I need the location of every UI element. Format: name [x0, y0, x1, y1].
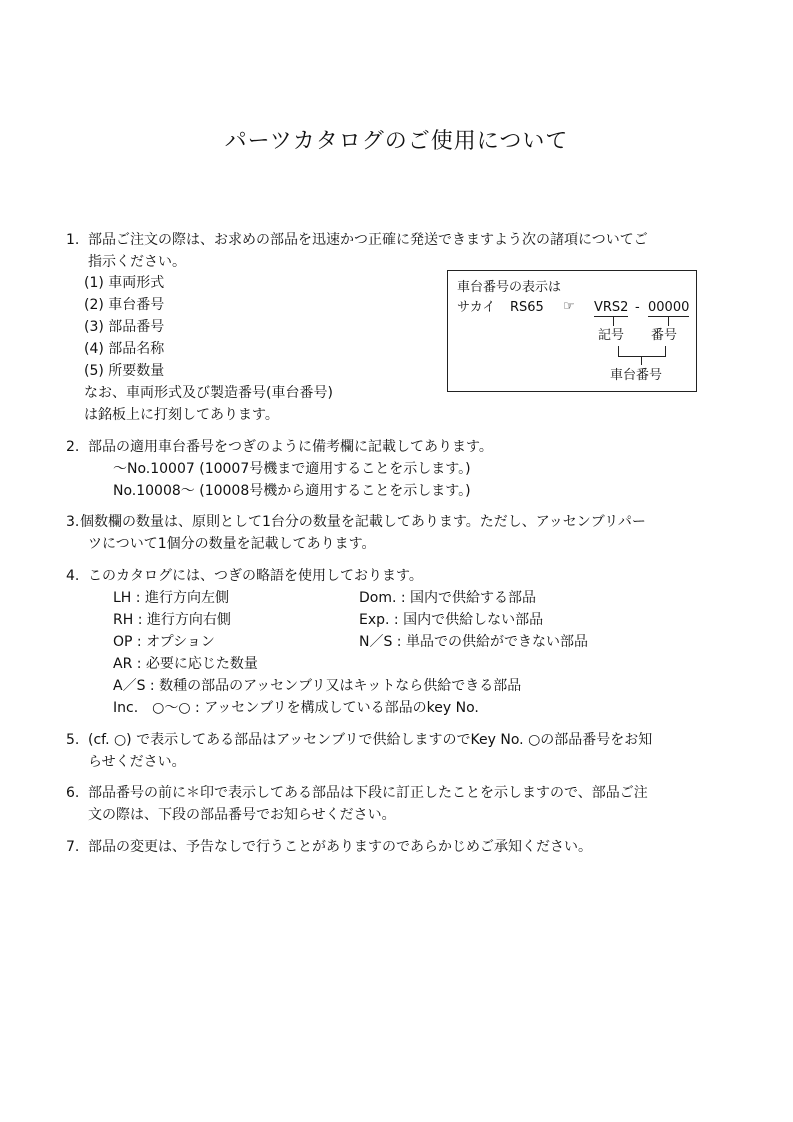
item-3-line-2: ツについて1個分の数量を記載してあります。	[88, 536, 376, 552]
item-1-list-3: (3) 部品番号	[84, 319, 165, 335]
item-1-line-1: 部品ご注文の際は、お求めの部品を迅速かつ正確に発送できますよう次の諸項についてご	[88, 232, 648, 248]
serial-box-dash: -	[635, 300, 640, 315]
item-7-number: 7.	[66, 839, 80, 855]
bracket-left	[618, 346, 619, 356]
serial-number-box	[447, 270, 697, 392]
item-1-list-4: (4) 部品名称	[84, 341, 165, 357]
abbr-ar: AR : 必要に応じた数量	[113, 656, 258, 672]
item-1-note-1: なお、車両形式及び製造番号(車台番号)	[84, 385, 333, 401]
serial-box-prefix: VRS2	[594, 300, 629, 315]
item-6-line-1: 部品番号の前に＊印で表示してある部品は下段に訂正したことを示しますので、部品ご注	[88, 785, 648, 801]
bracket-bottom	[618, 356, 666, 357]
abbr-ns: N／S : 単品での供給ができない部品	[359, 634, 588, 650]
serial-box-heading: 車台番号の表示は	[457, 280, 562, 295]
abbr-rh: RH : 進行方向右側	[113, 612, 231, 628]
item-4-number: 4.	[66, 568, 80, 584]
item-5-line-1: (cf. ○) で表示してある部品はアッセンブリで供給しますのでKey No. ○の部品番号をお知	[88, 732, 653, 748]
abbr-exp: Exp. : 国内で供給しない部品	[359, 612, 544, 628]
item-1-list-2: (2) 車台番号	[84, 297, 165, 313]
item-1-number: 1.	[66, 232, 80, 248]
pointing-hand-icon: ☞	[563, 299, 575, 314]
bracket-stem	[641, 356, 642, 365]
item-2-sub-1: 〜No.10007 (10007号機まで適用することを示します。)	[113, 461, 471, 477]
item-4-line-1: このカタログには、つぎの略語を使用しております。	[88, 568, 423, 584]
item-2-number: 2.	[66, 439, 80, 455]
abbr-lh: LH : 進行方向左側	[113, 590, 229, 606]
item-7-line-1: 部品の変更は、予告なしで行うことがありますのであらかじめご承知ください。	[88, 839, 592, 855]
bracket-right	[665, 346, 666, 356]
item-1-note-2: は銘板上に打刻してあります。	[84, 407, 279, 423]
page-title: パーツカタログのご使用について	[224, 129, 569, 154]
abbr-inc: Inc. ○〜○ : アッセンブリを構成している部品のkey No.	[113, 700, 479, 716]
item-5-number: 5.	[66, 732, 80, 748]
prefix-tick	[613, 317, 614, 326]
abbr-op: OP : オプション	[113, 634, 215, 650]
item-1-list-1: (1) 車両形式	[84, 275, 165, 291]
item-1-list-5: (5) 所要数量	[84, 363, 165, 379]
item-1-line-2: 指示ください。	[88, 254, 186, 270]
item-5-line-2: らせください。	[88, 754, 186, 770]
item-3-line-1: 個数欄の数量は、原則として1台分の数量を記載してあります。ただし、アッセンブリパー	[80, 514, 646, 530]
abbr-as: A／S : 数種の部品のアッセンブリ又はキットなら供給できる部品	[113, 678, 522, 694]
item-3-number: 3.	[66, 514, 80, 530]
item-2-line-1: 部品の適用車台番号をつぎのように備考欄に記載してあります。	[88, 439, 493, 455]
serial-box-label-prefix: 記号	[598, 328, 625, 343]
serial-box-label-number: 番号	[651, 328, 678, 343]
item-6-number: 6.	[66, 785, 80, 801]
number-tick	[668, 317, 669, 326]
item-6-line-2: 文の際は、下段の部品番号でお知らせください。	[88, 807, 396, 823]
item-2-sub-2: No.10008〜 (10008号機から適用することを示します。)	[113, 483, 471, 499]
serial-box-maker: サカイ	[457, 300, 496, 315]
serial-box-number: 00000	[648, 300, 690, 315]
abbr-dom: Dom. : 国内で供給する部品	[359, 590, 537, 606]
serial-box-label-total: 車台番号	[610, 368, 663, 383]
serial-box-model: RS65	[510, 300, 544, 315]
